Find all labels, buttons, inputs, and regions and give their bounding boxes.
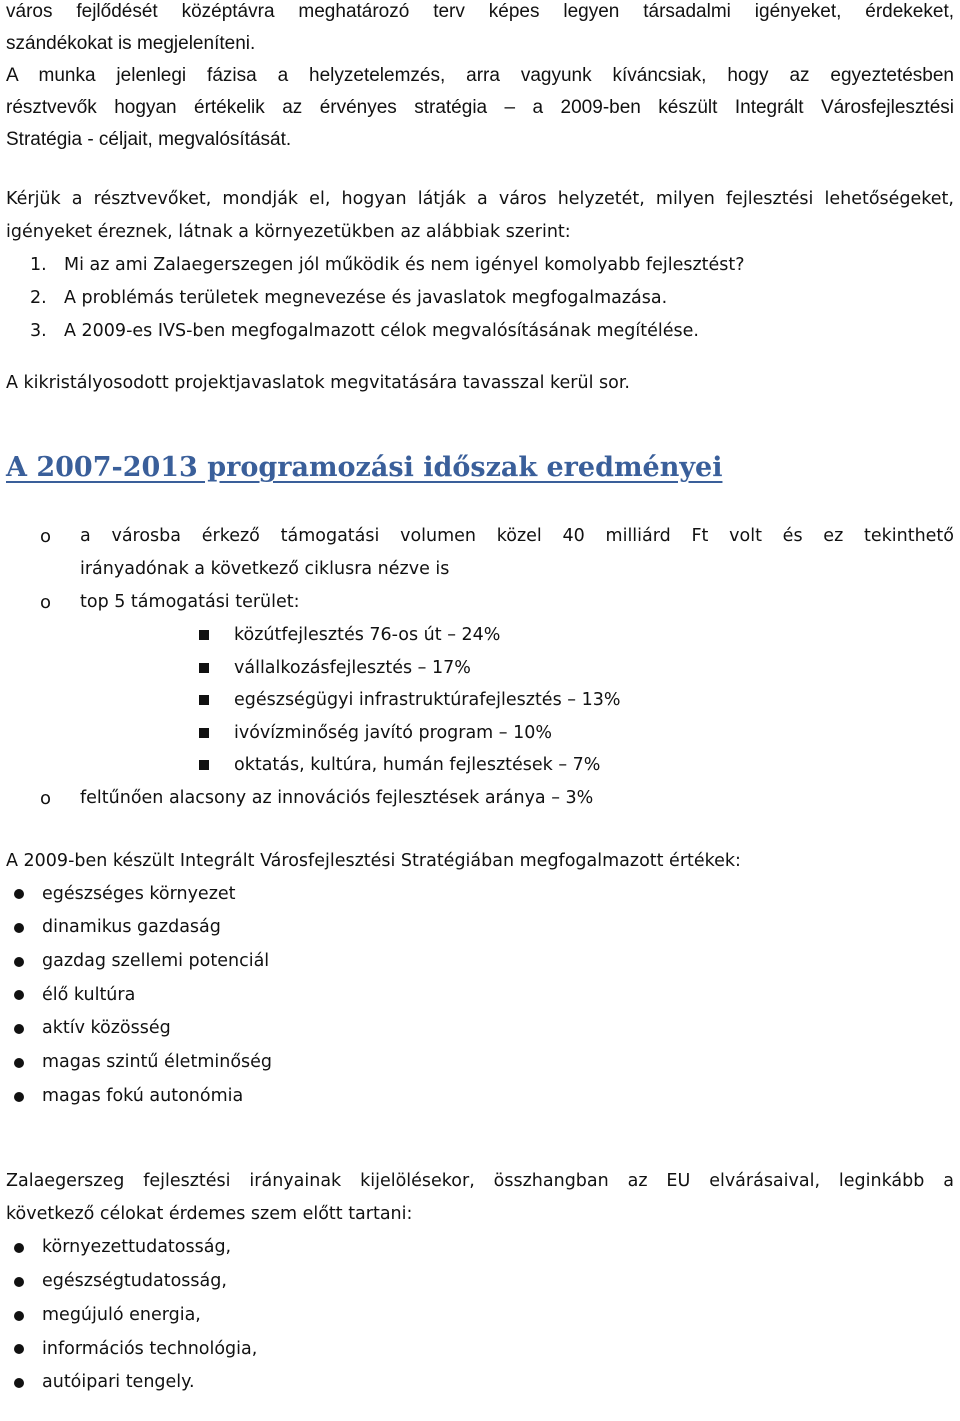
item-text: dinamikus gazdaság	[42, 917, 221, 938]
goals-list	[6, 1231, 954, 1400]
bullet-icon	[14, 1277, 24, 1287]
list-item	[6, 782, 954, 815]
item-text	[80, 520, 954, 586]
item-text: magas szintű életminőség	[42, 1052, 273, 1073]
bullet-icon	[14, 1024, 24, 1034]
list-item	[6, 878, 954, 912]
item-text: A problémás területek megnevezése és javaslatok megfogalmazása.	[64, 288, 668, 308]
goals-line: Zalaegerszeg fejlesztési irányainak kijelölésekor, összhangban az EU elvárásaival, leginkább a	[6, 1171, 954, 1192]
item-text: közútfejlesztés 76-os út – 24%	[234, 625, 501, 645]
request-paragraph	[6, 183, 954, 400]
item-text: magas fokú autonómia	[42, 1085, 244, 1106]
list-item	[6, 684, 954, 717]
list-item	[6, 1231, 954, 1265]
intro-line: A munka jelenlegi fázisa a helyzetelemzés, arra vagyunk kíváncsiak, hogy az egyeztetésben	[6, 65, 954, 86]
item-text: aktív közösség	[42, 1018, 171, 1039]
list-item	[6, 282, 954, 315]
request-line: igényeket éreznek, látnak a környezetükben az alábbiak szerint:	[6, 222, 571, 242]
item-text: gazdag szellemi potenciál	[42, 950, 270, 971]
intro-line: szándékokat is megjeleníteni.	[6, 33, 256, 54]
list-item	[6, 749, 954, 782]
square-bullet-icon	[199, 630, 209, 640]
list-item	[6, 1012, 954, 1046]
list-item	[6, 619, 954, 652]
item-text: feltűnően alacsony az innovációs fejlesztések aránya – 3%	[80, 787, 594, 808]
list-item	[6, 717, 954, 750]
list-item	[6, 1299, 954, 1333]
list-item	[6, 911, 954, 945]
intro-line: Stratégia - céljait, megvalósítását.	[6, 129, 292, 150]
bullet-icon	[14, 957, 24, 967]
bullet-icon	[14, 923, 24, 933]
item-text: A 2009-es IVS-ben megfogalmazott célok megvalósításának megítélése.	[64, 321, 699, 341]
values-list	[6, 878, 954, 1114]
item-text: környezettudatosság,	[42, 1237, 232, 1258]
list-item	[6, 520, 954, 586]
goals-paragraph	[6, 1165, 954, 1231]
intro-paragraph	[6, 0, 954, 156]
section-heading: A 2007-2013 programozási időszak eredményei	[6, 452, 723, 483]
square-bullet-icon	[199, 760, 209, 770]
item-number: 2.	[30, 288, 47, 308]
item-text: élő kultúra	[42, 984, 136, 1005]
square-bullet-icon	[199, 663, 209, 673]
item-line: a városba érkező támogatási volumen közel 40 milliárd Ft volt és ez tekinthető	[80, 526, 954, 546]
intro-line: város fejlődését középtávra meghatározó terv képes legyen társadalmi igényeket, érdekeket,	[6, 1, 954, 22]
question-list	[6, 249, 954, 348]
item-text: egészségügyi infrastruktúrafejlesztés – 13%	[234, 690, 621, 710]
circle-bullet-icon: o	[40, 787, 52, 809]
list-item	[6, 945, 954, 979]
list-item	[6, 1265, 954, 1299]
item-number: 3.	[30, 321, 47, 341]
circle-bullet-icon: o	[40, 526, 52, 547]
values-intro: A 2009-ben készült Integrált Városfejlesztési Stratégiában megfogalmazott értékek:	[6, 850, 741, 871]
bullet-icon	[14, 1092, 24, 1102]
item-text: egészségtudatosság,	[42, 1271, 227, 1292]
request-line: Kérjük a résztvevőket, mondják el, hogyan látják a város helyzetét, milyen fejlesztési lehetőségeket,	[6, 189, 954, 209]
support-areas-list	[6, 619, 954, 782]
bullet-icon	[14, 990, 24, 1000]
circle-bullet-icon: o	[40, 592, 52, 613]
list-item	[6, 1046, 954, 1080]
item-text: autóipari tengely.	[42, 1372, 195, 1393]
closing-line: A kikristályosodott projektjavaslatok megvitatására tavasszal kerül sor.	[6, 373, 630, 393]
item-text: vállalkozásfejlesztés – 17%	[234, 657, 471, 678]
bullet-icon	[14, 1311, 24, 1321]
list-item	[6, 1333, 954, 1367]
list-item	[6, 315, 954, 348]
list-item	[6, 979, 954, 1013]
results-list	[6, 520, 954, 619]
bullet-icon	[14, 1378, 24, 1388]
list-item	[6, 1366, 954, 1400]
list-item	[6, 249, 954, 282]
item-number: 1.	[30, 255, 47, 275]
bullet-icon	[14, 1243, 24, 1253]
bullet-icon	[14, 1058, 24, 1068]
square-bullet-icon	[199, 728, 209, 738]
item-text: egészséges környezet	[42, 883, 236, 904]
list-item	[6, 652, 954, 685]
item-text: oktatás, kultúra, humán fejlesztések – 7%	[234, 755, 601, 775]
square-bullet-icon	[199, 695, 209, 705]
item-text: Mi az ami Zalaegerszegen jól működik és nem igényel komolyabb fejlesztést?	[64, 255, 745, 275]
results-list-continued	[6, 782, 954, 815]
bullet-icon	[14, 889, 24, 899]
item-text: ivóvízminőség javító program – 10%	[234, 722, 552, 743]
goals-line: következő célokat érdemes szem előtt tartani:	[6, 1204, 413, 1225]
item-line: irányadónak a következő ciklusra nézve is	[80, 559, 450, 579]
item-text: top 5 támogatási terület:	[80, 592, 300, 612]
bullet-icon	[14, 1344, 24, 1354]
item-text: információs technológia,	[42, 1338, 258, 1359]
intro-line: résztvevők hogyan értékelik az érvényes stratégia – a 2009-ben készült Integrált Városfejlesztési	[6, 97, 954, 118]
list-item	[6, 1080, 954, 1114]
item-text: megújuló energia,	[42, 1304, 201, 1325]
list-item	[6, 586, 954, 619]
